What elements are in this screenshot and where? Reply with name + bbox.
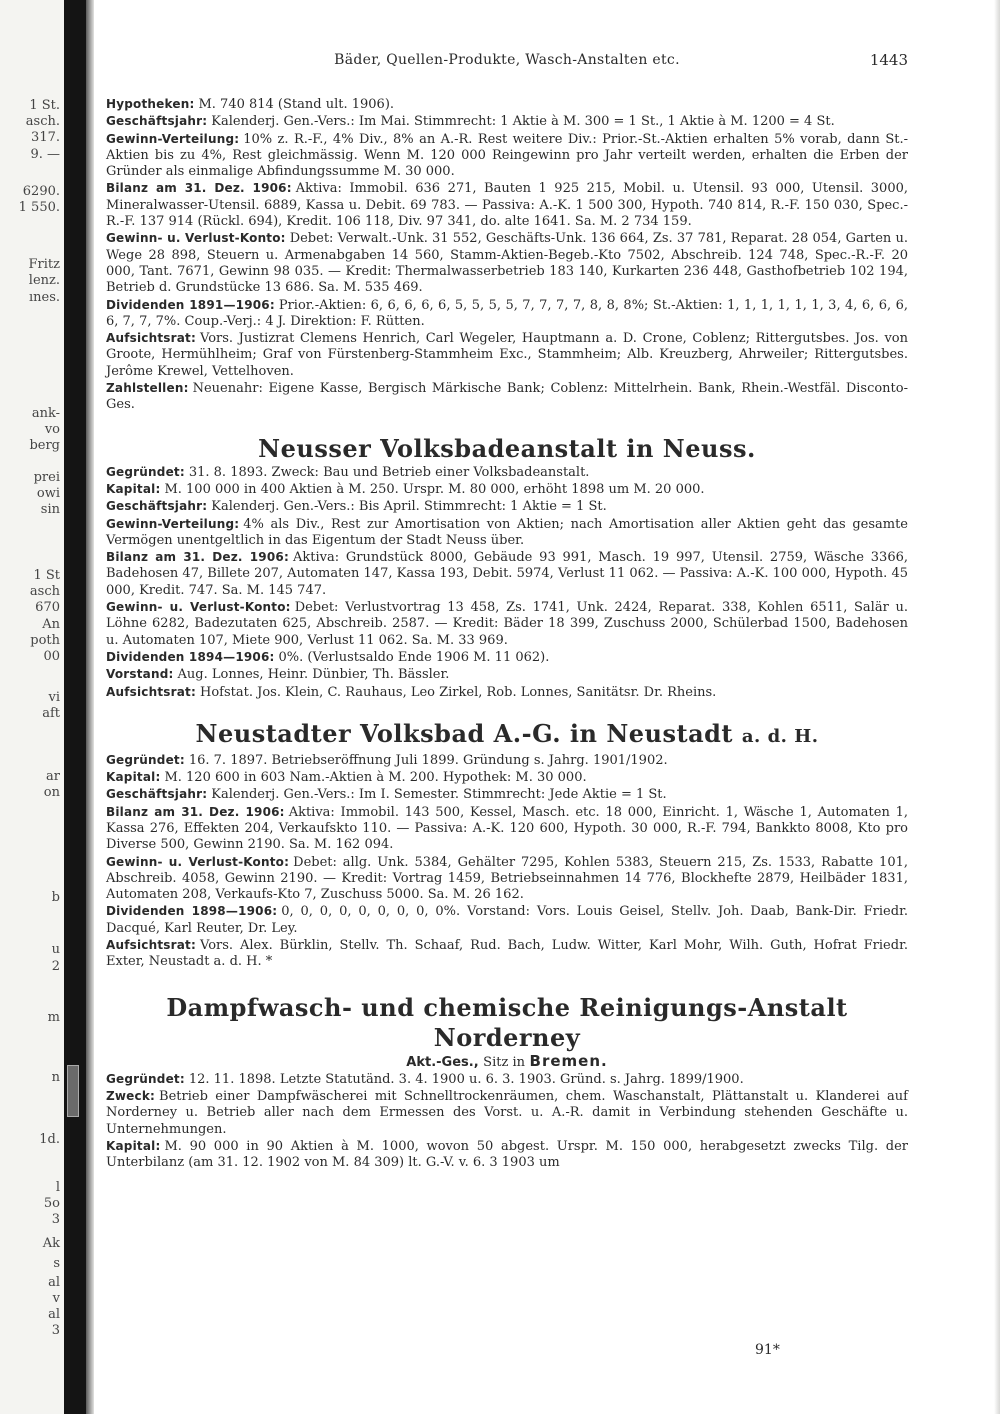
fragment: 00 xyxy=(43,649,60,664)
entry-continued xyxy=(106,96,908,414)
paragraph xyxy=(106,516,908,550)
field-key: Aufsichtsrat: xyxy=(106,938,196,953)
book-spine xyxy=(64,0,86,1414)
paragraph xyxy=(106,297,908,331)
field-text: 4% als Div., Rest zur Amortisation von Aktien; nach Amortisation aller Aktien geht das gesamte Vermögen unentgeltlich in das Eigentum der Stadt Neuss über. xyxy=(106,516,908,548)
paragraph xyxy=(106,1088,908,1138)
field-key: Gegründet: xyxy=(106,752,185,767)
field-key: Gewinn- u. Verlust-Konto: xyxy=(106,854,290,869)
paragraph xyxy=(106,903,908,937)
field-text: Neuenahr: Eigene Kasse, Bergisch Märkische Bank; Coblenz: Mittelrhein. Bank, Rhein.-Westfäl. Disconto-Ges. xyxy=(106,381,908,413)
field-text: Kalenderj. Gen.-Vers.: Im Mai. Stimmrecht: 1 Aktie à M. 300 = 1 St., 1 Aktie à M. 1200 = 4 St. xyxy=(211,114,835,130)
running-head: Bäder, Quellen-Produkte, Wasch-Anstalten etc. xyxy=(334,52,680,68)
field-key: Kapital: xyxy=(106,481,161,496)
field-text: Debet: allg. Unk. 5384, Gehälter 7295, Kohlen 5383, Steuern 215, Zs. 1533, Rabatte 101, Abschreib. 4058, Gewinn 2190. — Kredit: Vortrag 1459, Betriebseinnahmen 14 776, Blockhefte 2879, Heilbäder 1831, Automaten 208, Verkaufs-Kto 7, Zuschuss 5000. Sa. M. 26 162. xyxy=(106,854,908,903)
paragraph xyxy=(106,854,908,904)
paragraph xyxy=(106,804,908,854)
paragraph xyxy=(106,752,908,769)
field-text: Vors. Justizrat Clemens Henrich, Carl Wegeler, Hauptmann a. D. Crone, Coblenz; Rittergutsbes. Jos. von Groote, Hermühlheim; Graf von Fürstenberg-Stammheim Exc., Stammheim; Alb. Kreuzberg, Ahrweiler; Rittergutsbes. Jerôme Krewel, Vettelhoven. xyxy=(106,331,908,379)
fragment: 1d. xyxy=(39,1132,60,1147)
fragment: poth xyxy=(30,633,60,648)
entry-title: Dampfwasch- und chemische Reinigungs-Anstalt Norderney xyxy=(166,992,848,1052)
field-key: Zweck: xyxy=(106,1088,156,1103)
fragment: lenz. xyxy=(28,273,60,288)
field-key: Dividenden 1891—1906: xyxy=(106,297,275,312)
paragraph xyxy=(106,464,908,481)
fragment: sin xyxy=(40,502,60,517)
field-key: Zahlstellen: xyxy=(106,381,189,396)
paragraph xyxy=(106,180,908,230)
field-text: Debet: Verwalt.-Unk. 31 552, Geschäfts-Unk. 136 664, Zs. 37 781, Reparat. 28 054, Garten u. Wege 28 898, Steuern u. Armenabgaben 14 560, Stamm-Aktien-Begeb.-Kto 7502, Abschreib. 124 748, Spec.-R.-F. 20 000, Tant. 7671, Gewinn 98 035. — Kredit: Thermalwasserbetrieb 183 140, Kurkarten 236 448, Gasthofbetrieb 102 194, Betrieb d. Grundstücke 13 686. Sa. M. 535 469. xyxy=(106,231,908,296)
field-text: Aktiva: Immobil. 143 500, Kessel, Masch. etc. 18 000, Einricht. 1, Wäsche 1, Automaten 1, Kassa 276, Effekten 204, Verkaufskto 110. — Passiva: A.-K. 120 600, Hypoth. 30 000, R.-F. 794, Bankkto 8008, Kto pro Diverse 500, Gewinn 2190. Sa. M. 162 094. xyxy=(106,804,908,853)
paragraph xyxy=(106,549,908,599)
fragment: vo xyxy=(44,422,60,437)
field-text: Kalenderj. Gen.-Vers.: Bis April. Stimmrecht: 1 Aktie = 1 St. xyxy=(211,499,607,515)
field-text: M. 100 000 in 400 Aktien à M. 250. Urspr. M. 80 000, erhöht 1898 um M. 20 000. xyxy=(164,481,705,497)
field-key: Dividenden 1898—1906: xyxy=(106,904,278,919)
fragment: 3 xyxy=(51,1212,60,1227)
field-key: Geschäftsjahr: xyxy=(106,787,208,802)
fragment: ank- xyxy=(31,406,60,421)
field-key: Kapital: xyxy=(106,770,161,785)
field-key: Vorstand: xyxy=(106,667,174,682)
paragraph xyxy=(106,769,908,786)
field-text: 0%. (Verlustsaldo Ende 1906 M. 11 062). xyxy=(278,649,550,665)
field-text: Prior.-Aktien: 6, 6, 6, 6, 6, 5, 5, 5, 5, 7, 7, 7, 7, 8, 8, 8%; St.-Aktien: 1, 1, 1, 1, 1, 1, 3, 4, 6, 6, 6, 6, 7, 7, 7%. Coup.-Verj.: 4 J. Direktion: F. Rütten. xyxy=(106,297,908,329)
field-text: Vors. Alex. Bürklin, Stellv. Th. Schaaf, Rud. Bach, Ludw. Witter, Karl Mohr, Wilh. Guth, Hofrat Friedr. Exter, Neustadt a. d. H. * xyxy=(106,938,908,970)
spine-shadow xyxy=(86,0,94,1414)
fragment: 9. — xyxy=(30,147,60,162)
page-number: 1443 xyxy=(869,51,908,69)
field-text: Aktiva: Grundstück 8000, Gebäude 93 991, Masch. 19 997, Utensil. 2759, Wäsche 3366, Badehosen 47, Billete 207, Automaten 147, Kassa 193, Debit. 5974, Verlust 11 062. — Passiva: A.-K. 100 000, Hypoth. 45 000, Kredit. 747. Sa. M. 145 747. xyxy=(106,550,908,598)
entry-neuss xyxy=(106,464,908,701)
fragment: berg xyxy=(29,438,60,453)
subtitle-form: Akt.-Ges., xyxy=(406,1054,479,1070)
entry-title-location: a. d. H. xyxy=(741,725,819,747)
field-text: Hofstat. Jos. Klein, C. Rauhaus, Leo Zirkel, Rob. Lonnes, Sanitätsr. Dr. Rheins. xyxy=(200,684,717,700)
paragraph xyxy=(106,481,908,498)
fragment: m xyxy=(47,1010,60,1025)
paragraph xyxy=(106,230,908,296)
field-text: Aktiva: Immobil. 636 271, Bauten 1 925 215, Mobil. u. Utensil. 93 000, Utensil. 3000, Mineralwasser-Utensil. 6889, Kassa u. Debit. 69 783. — Passiva: A.-K. 1 500 300, Hypoth. 740 814, R.-F. 150 030, Spec.-R.-F. 137 914 (Rückl. 694), Kredit. 106 118, Div. 97 341, do. alte 1641. Sa. M. 2 734 159. xyxy=(106,181,908,230)
paragraph xyxy=(106,666,908,683)
facing-page-fragments xyxy=(0,0,60,1414)
field-key: Gegründet: xyxy=(106,464,185,479)
fragment: 2 xyxy=(51,959,60,974)
fragment: aft xyxy=(42,706,60,721)
fragment: n xyxy=(51,1070,60,1085)
paragraph xyxy=(106,131,908,181)
field-key: Geschäftsjahr: xyxy=(106,499,208,514)
field-text: M. 90 000 in 90 Aktien à M. 1000, wovon 50 abgest. Urspr. M. 150 000, herabgesetzt zwecks Tilg. der Unterbilanz (am 31. 12. 1902 von M. 84 309) lt. G.-V. v. 6. 3 1903 um xyxy=(106,1138,908,1171)
paragraph xyxy=(106,649,908,666)
spine-tab xyxy=(67,1065,79,1117)
field-text: Debet: Verlustvortrag 13 458, Zs. 1741, Unk. 2424, Reparat. 338, Kohlen 6511, Salär u. Löhne 6282, Badezutaten 625, Abschreib. 2587. — Kredit: Bäder 18 399, Zuschuss 2000, Schülerbad 1500, Badehosen u. Automaten 107, Miete 900, Verlust 11 062. Sa. M. 33 969. xyxy=(106,600,908,648)
paragraph xyxy=(106,380,908,414)
field-key: Kapital: xyxy=(106,1138,161,1153)
fragment: ar xyxy=(46,769,60,784)
field-key: Gewinn- u. Verlust-Konto: xyxy=(106,231,286,246)
fragment: al xyxy=(48,1275,60,1290)
fragment: al xyxy=(48,1307,60,1322)
paragraph xyxy=(106,96,908,113)
running-header xyxy=(106,52,908,80)
subtitle-city: Bremen. xyxy=(529,1051,608,1070)
paragraph xyxy=(106,937,908,971)
entry-norderney xyxy=(106,1071,908,1172)
page-content xyxy=(106,52,908,1171)
fragment: u xyxy=(51,942,60,957)
paragraph xyxy=(106,498,908,515)
paragraph xyxy=(106,113,908,130)
fragment: asch xyxy=(29,584,60,599)
paragraph xyxy=(106,599,908,649)
field-text: 16. 7. 1897. Betriebseröffnung Juli 1899. Gründung s. Jahrg. 1901/1902. xyxy=(188,752,668,768)
fragment: b xyxy=(51,890,60,905)
field-text: 12. 11. 1898. Letzte Statutänd. 3. 4. 1900 u. 6. 3. 1903. Gründ. s. Jahrg. 1899/1900. xyxy=(188,1071,744,1087)
fragment: l xyxy=(55,1180,60,1195)
fragment: Fritz xyxy=(28,257,60,272)
subtitle-seat: Sitz in xyxy=(483,1054,525,1070)
field-key: Gewinn-Verteilung: xyxy=(106,516,240,531)
fragment: 317. xyxy=(31,130,60,145)
fragment: 1 St. xyxy=(29,98,60,113)
paragraph xyxy=(106,1138,908,1172)
fragment: 3 xyxy=(51,1323,60,1338)
field-text: 31. 8. 1893. Zweck: Bau und Betrieb einer Volksbadeanstalt. xyxy=(188,464,590,480)
entry-title-main: Neustadter Volksbad A.-G. in Neustadt xyxy=(195,718,734,748)
field-text: 10% z. R.-F., 4% Div., 8% an A.-R. Rest weitere Div.: Prior.-St.-Aktien erhalten 5% vorab, dann St.-Aktien bis zu 4%, Rest gleichmässig. Wenn M. 120 000 Reingewinn pro Jahr verteilt werden, erhalten die Erben der Gründer als einmalige Abfindungssumme M. 30 000. xyxy=(106,131,908,180)
field-text: M. 120 600 in 603 Nam.-Aktien à M. 200. Hypothek: M. 30 000. xyxy=(164,770,587,786)
field-key: Bilanz am 31. Dez. 1906: xyxy=(106,550,289,565)
field-text: Aug. Lonnes, Heinr. Dünbier, Th. Bässler. xyxy=(177,667,450,683)
fragment: asch. xyxy=(25,114,60,129)
entry-neustadt xyxy=(106,752,908,971)
field-text: M. 740 814 (Stand ult. 1906). xyxy=(198,97,395,112)
paragraph xyxy=(106,684,908,701)
field-text: Kalenderj. Gen.-Vers.: Im I. Semester. Stimmrecht: Jede Aktie = 1 St. xyxy=(211,787,667,803)
fragment: vi xyxy=(48,690,60,705)
fragment: prei xyxy=(33,470,60,485)
entry-title: Neusser Volksbadeanstalt in Neuss. xyxy=(258,433,756,463)
field-key: Dividenden 1894—1906: xyxy=(106,649,275,664)
field-text: 0, 0, 0, 0, 0, 0, 0, 0, 0%. Vorstand: Vors. Louis Geisel, Stellv. Joh. Daab, Bank-Dir. Friedr. Dacqué, Karl Reuter, Dr. Ley. xyxy=(106,904,908,936)
field-text: Betrieb einer Dampfwäscherei mit Schnelltrockenräumen, chem. Waschanstalt, Plättanstalt u. Klanderei auf Norderney u. Betrieb aller nach dem Ermessen des Vorst. u. A.-R. damit in Verbindung stehenden Geschäfte u. Unternehmungen. xyxy=(106,1088,908,1137)
fragment: Ak xyxy=(42,1236,60,1251)
field-key: Bilanz am 31. Dez. 1906: xyxy=(106,804,285,819)
fragment: s xyxy=(53,1256,60,1271)
signature-mark: 91* xyxy=(755,1342,780,1358)
fragment: 6290. xyxy=(22,184,60,199)
paragraph xyxy=(106,1071,908,1088)
fragment: 1 550. xyxy=(18,200,60,215)
field-key: Bilanz am 31. Dez. 1906: xyxy=(106,181,292,196)
paragraph xyxy=(106,786,908,803)
field-key: Aufsichtsrat: xyxy=(106,331,196,346)
fragment: 670 xyxy=(35,600,60,615)
fragment: 1 St xyxy=(33,568,60,583)
fragment: on xyxy=(43,785,60,800)
field-key: Hypotheken: xyxy=(106,97,195,111)
fragment: v xyxy=(52,1291,60,1306)
field-key: Gewinn- u. Verlust-Konto: xyxy=(106,600,291,615)
page-edge xyxy=(994,0,1000,1414)
entry-subtitle xyxy=(106,1053,908,1071)
fragment: owi xyxy=(36,486,60,501)
field-key: Gewinn-Verteilung: xyxy=(106,131,240,146)
field-key: Gegründet: xyxy=(106,1071,185,1086)
fragment: ınes. xyxy=(28,290,60,305)
paragraph xyxy=(106,330,908,380)
field-key: Aufsichtsrat: xyxy=(106,684,196,699)
entry-title xyxy=(106,719,908,752)
fragment: 5o xyxy=(43,1196,60,1211)
fragment: An xyxy=(42,617,60,632)
field-key: Geschäftsjahr: xyxy=(106,114,208,129)
